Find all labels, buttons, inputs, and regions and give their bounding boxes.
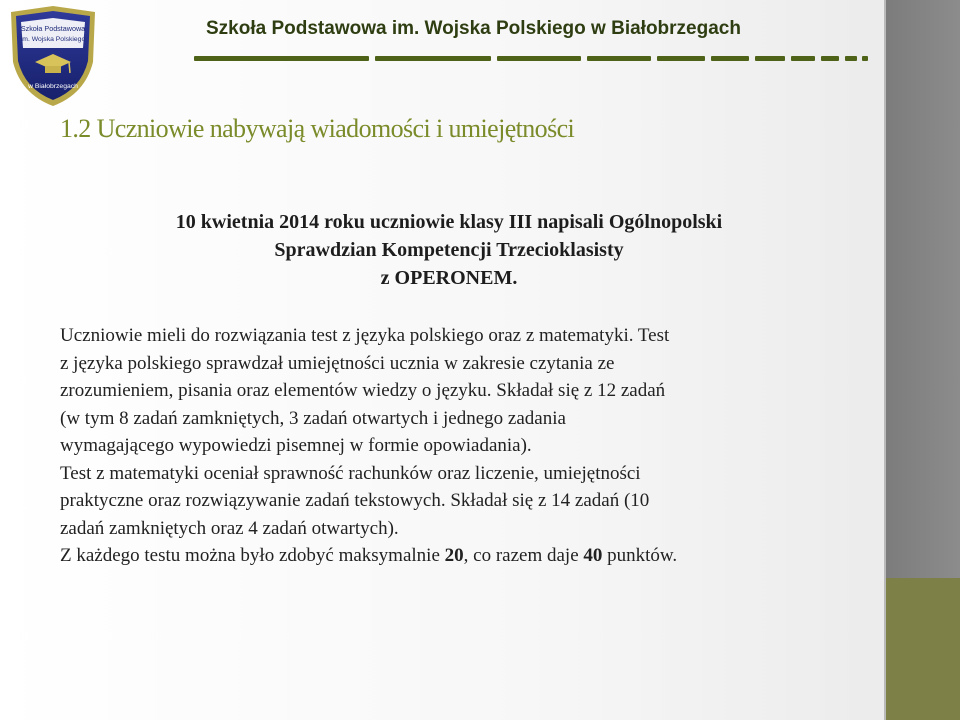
body-line: Uczniowie mieli do rozwiązania test z języka polskiego oraz z matematyki. Test	[60, 325, 670, 346]
slide-title: 1.2 Uczniowie nabywają wiadomości i umiejętności	[60, 114, 575, 143]
body-line: praktyczne oraz rozwiązywanie zadań tekstowych. Składał się z 14 zadań (10	[60, 490, 650, 511]
body-line: Test z matematyki oceniał sprawność rachunków oraz liczenie, umiejętności	[60, 462, 641, 484]
school-name-header: Szkoła Podstawowa im. Wojska Polskiego w Białobrzegach	[206, 18, 741, 39]
points-text-middle: , co razem daje	[463, 545, 584, 566]
school-logo-icon	[5, 4, 101, 108]
sidebar-decor-olive	[886, 578, 960, 720]
logo-text-line2: im. Wojska Polskiego	[20, 36, 86, 43]
body-line: (w tym 8 zadań zamkniętych, 3 zadań otwartych i jednego zadania	[60, 407, 566, 429]
body-line: wymagającego wypowiedzi pisemnej w formie opowiadania).	[60, 435, 532, 456]
intro-line: z OPERONEM.	[380, 267, 518, 289]
body-line: zrozumieniem, pisania oraz elementów wiedzy o języku. Składał się z 12 zadań	[60, 380, 666, 401]
points-summary-line	[60, 542, 850, 570]
intro-paragraph	[60, 208, 838, 292]
total-points-value: 40	[583, 545, 603, 566]
intro-line: 10 kwietnia 2014 roku uczniowie klasy III napisali Ogólnopolski	[175, 211, 723, 233]
points-text-prefix: Z każdego testu można było zdobyć maksymalnie	[60, 545, 445, 566]
body-line: z języka polskiego sprawdzał umiejętności ucznia w zakresie czytania ze	[60, 352, 615, 374]
max-points-value: 20	[444, 545, 464, 566]
sidebar-decor-gray	[886, 0, 960, 578]
logo-text-line1: Szkoła Podstawowa	[20, 24, 86, 33]
body-line: zadań zamkniętych oraz 4 zadań otwartych).	[60, 517, 399, 539]
logo-text-line3: w Białobrzegach	[28, 83, 78, 90]
body-paragraph	[60, 322, 850, 570]
intro-line: Sprawdzian Kompetencji Trzecioklasisty	[274, 239, 624, 261]
header-decor-dashes	[194, 56, 870, 63]
points-text-suffix: punktów.	[602, 545, 678, 566]
